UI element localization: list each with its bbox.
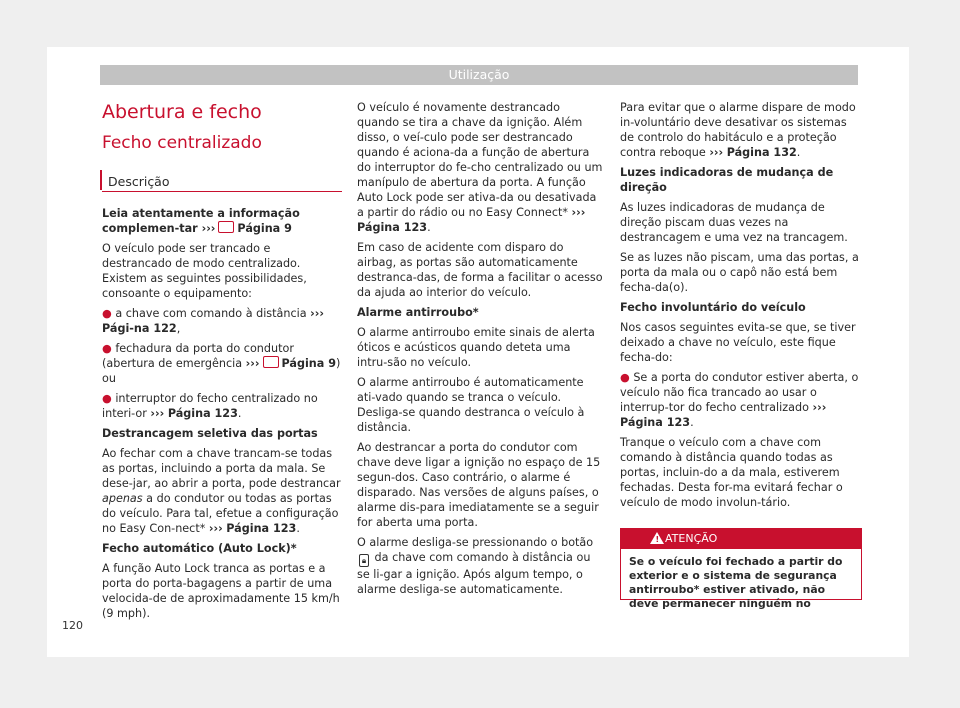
paragraph: O alarme antirroubo é automaticamente ati-vado quando se tranca o veículo. Desliga-se quando destranca o veículo à distância. bbox=[357, 376, 585, 434]
paragraph: A função Auto Lock tranca as portas e a porta do porta-bagagens a partir de uma velocida-de de aproximadamente 15 km/h (9 mph). bbox=[102, 562, 340, 620]
section-heading: Alarme antirroubo* bbox=[357, 306, 479, 319]
section-heading: Fecho automático (Auto Lock)* bbox=[102, 542, 297, 555]
paragraph: O veículo é novamente destrancado quando se tira a chave da ignição. Além disso, o veí-culo pode ser destrancado quando é aciona-da a função de abertura do interruptor do fe-cho centralizado ou um manípulo de abertura da porta. A função Auto Lock pode ser ativa-da ou desativada a partir do rádio ou no Easy Connect* ››› Página 123. bbox=[357, 101, 603, 234]
subheading-descricao: Descrição bbox=[108, 174, 170, 189]
paragraph: O veículo pode ser trancado e destrancado de modo centralizado. Existem as seguintes possibilidades, consoante o equipamento: bbox=[102, 242, 307, 300]
running-header-title: Utilização bbox=[448, 67, 510, 82]
column-3 bbox=[620, 100, 860, 515]
link-page-123[interactable]: Página 123 bbox=[226, 522, 297, 535]
page-number: 120 bbox=[62, 619, 83, 632]
list-item: ● interruptor do fecho centralizado no interi-or ››› Página 123. bbox=[102, 392, 318, 420]
link-page-123[interactable]: Página 123 bbox=[357, 221, 428, 234]
section-heading: Destrancagem seletiva das portas bbox=[102, 427, 318, 440]
list-item: ● fechadura da porta do condutor (abertura de emergência ››› Página 9) ou bbox=[102, 342, 341, 385]
section-heading: Fecho involuntário do veículo bbox=[620, 301, 806, 314]
section-heading: Luzes indicadoras de mudança de direção bbox=[620, 166, 834, 194]
link-page-9[interactable]: Página 9 bbox=[237, 222, 292, 235]
paragraph: O alarme desliga-se pressionando o botão 🔒︎ da chave com comando à distância ou se li-gar a ignição. Após algum tempo, o alarme desliga-se automaticamente. bbox=[357, 536, 594, 596]
column-1-body bbox=[102, 206, 342, 626]
running-header bbox=[100, 65, 858, 85]
bullet-icon: ● bbox=[102, 307, 112, 320]
paragraph: Para evitar que o alarme dispare de modo in-voluntário deve desativar os sistemas de controlo do habitáculo e a proteção contra reboque ››› Página 132. bbox=[620, 101, 856, 159]
paragraph: Nos casos seguintes evita-se que, se tiver deixado a chave no veículo, este fique fecha-do: bbox=[620, 321, 856, 364]
link-page-123[interactable]: Página 123 bbox=[167, 407, 238, 420]
paragraph: Em caso de acidente com disparo do airbag, as portas são automaticamente destranca-das, de forma a facilitar o acesso da ajuda ao interior do veículo. bbox=[357, 241, 603, 299]
link-page-123[interactable]: Página 123 bbox=[620, 416, 691, 429]
paragraph: Se as luzes não piscam, uma das portas, a porta da mala ou o capô não está bem fecha-da(o). bbox=[620, 251, 859, 294]
warning-box bbox=[620, 528, 862, 610]
paragraph: Ao fechar com a chave trancam-se todas as portas, incluindo a porta da mala. Se dese-jar, ao abrir a porta, pode destrancar apenas a do condutor ou todas as portas do veículo. Para tal, efetue a configuração no Easy Con-nect* ››› Página 123. bbox=[102, 447, 341, 535]
paragraph: As luzes indicadoras de mudança de direção piscam duas vezes na destrancagem e uma vez na trancagem. bbox=[620, 201, 848, 244]
bullet-icon: ● bbox=[102, 392, 112, 405]
bullet-icon: ● bbox=[620, 371, 630, 384]
intro-paragraph: Leia atentamente a informação complemen-tar ››› Página 9 bbox=[102, 207, 300, 235]
link-page-132[interactable]: Página 132 bbox=[726, 146, 797, 159]
list-item: ● Se a porta do condutor estiver aberta, o veículo não fica trancado ao usar o interrup-tor do fecho centralizado ››› Página 123. bbox=[620, 371, 859, 429]
bullet-icon: ● bbox=[102, 342, 112, 355]
book-icon bbox=[263, 356, 279, 368]
list-item: ● a chave com comando à distância ››› Pági-na 122, bbox=[102, 307, 324, 335]
link-page-9[interactable]: Página 9 bbox=[281, 357, 336, 370]
heading-rule bbox=[102, 191, 342, 192]
column-2 bbox=[357, 100, 603, 602]
heading-accent-bar bbox=[100, 170, 102, 190]
link-page-122[interactable]: Pági-na 122 bbox=[102, 322, 177, 335]
warning-header: ! ATENÇÃO bbox=[621, 529, 861, 549]
lock-button-icon: 🔒︎ bbox=[359, 554, 369, 567]
section-title: Abertura e fecho bbox=[102, 101, 262, 123]
warning-text: Se o veículo foi fechado a partir do exterior e o sistema de segurança antirroubo* estiver ativado, não deve permanecer ninguém no bbox=[629, 555, 843, 610]
column-1 bbox=[102, 100, 342, 162]
warning-title: ATENÇÃO bbox=[665, 532, 718, 545]
paragraph: Tranque o veículo com a chave com comando à distância quando todas as portas, incluin-do a da mala, estiverem fechadas. Desta for-ma evitará fechar o veículo de modo involun-tário. bbox=[620, 436, 843, 509]
subsection-title: Fecho centralizado bbox=[102, 133, 262, 153]
paragraph: O alarme antirroubo emite sinais de alerta óticos e acústicos quando deteta uma intru-são no veículo. bbox=[357, 326, 595, 369]
book-icon bbox=[218, 221, 234, 233]
paragraph: Ao destrancar a porta do condutor com chave deve ligar a ignição no espaço de 15 segun-dos. Caso contrário, o alarme é disparado. Nas versões de alguns países, o alarme dis-para imediatamente se a seguir for aberta uma porta. bbox=[357, 441, 601, 529]
